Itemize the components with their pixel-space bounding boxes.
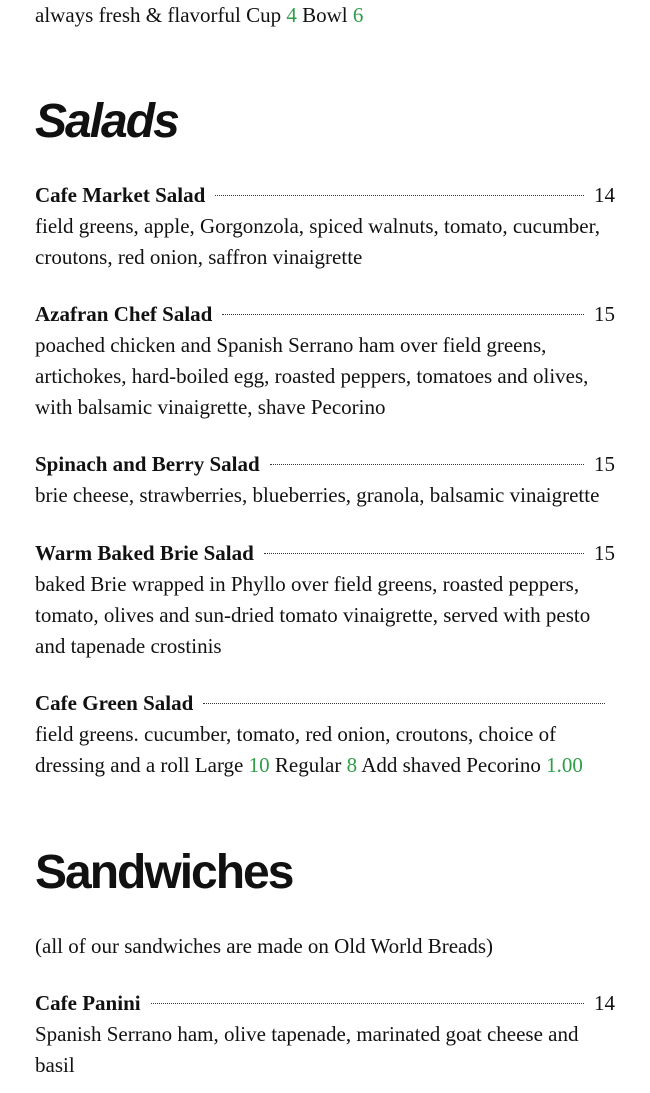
menu-item-name: Cafe Panini (35, 991, 141, 1015)
menu-item-description (35, 719, 615, 781)
menu-item-description: poached chicken and Spanish Serrano ham over field greens, artichokes, hard-boiled egg, roasted peppers, tomatoes and olives, with balsamic vinaigrette, shave Pecorino (35, 333, 589, 419)
menu-item-name: Azafran Chef Salad (35, 302, 213, 326)
sandwiches-note: (all of our sandwiches are made on Old World Breads) (35, 934, 494, 958)
green-salad-addon-label: Add shaved Pecorino (361, 753, 541, 777)
sandwiches-heading: Sandwiches (35, 846, 293, 899)
dotted-leader (222, 314, 584, 315)
soup-bowl-label: Bowl (302, 3, 348, 27)
menu-item-description: baked Brie wrapped in Phyllo over field greens, roasted peppers, tomato, olives and sun-dried tomato vinaigrette, served with pesto and tapenade crostinis (35, 572, 591, 658)
menu-item (35, 180, 615, 273)
menu-item-description: Spanish Serrano ham, olive tapenade, marinated goat cheese and basil (35, 1022, 579, 1077)
soup-description: always fresh & flavorful Cup (35, 3, 282, 27)
dotted-leader (151, 1003, 584, 1004)
menu-item-price: 15 (594, 302, 615, 326)
menu-item-header (35, 538, 615, 569)
dotted-leader (264, 553, 584, 554)
soup-price-line (35, 0, 363, 31)
menu-item-price: 14 (594, 991, 615, 1015)
menu-item-price: 15 (594, 541, 615, 565)
menu-item-header (35, 988, 615, 1019)
menu-item (35, 449, 615, 511)
menu-item-price: 15 (594, 452, 615, 476)
menu-item-description: field greens, apple, Gorgonzola, spiced walnuts, tomato, cucumber, croutons, red onion, saffron vinaigrette (35, 214, 601, 269)
menu-item-name: Spinach and Berry Salad (35, 452, 260, 476)
menu-item-name: Cafe Market Salad (35, 183, 206, 207)
salads-heading: Salads (35, 95, 178, 148)
green-salad-addon-price: 1.00 (546, 753, 583, 777)
green-salad-description: field greens. cucumber, tomato, red onion, croutons, choice of dressing and a roll Large (35, 722, 557, 777)
menu-item-name: Cafe Green Salad (35, 691, 194, 715)
soup-bowl-price: 6 (352, 3, 364, 27)
menu-item-price: 14 (594, 183, 615, 207)
soup-cup-price: 4 (286, 3, 297, 27)
dotted-leader (270, 464, 584, 465)
green-salad-regular-label: Regular (274, 753, 342, 777)
menu-item-description: brie cheese, strawberries, blueberries, granola, balsamic vinaigrette (35, 483, 600, 507)
menu-item-header (35, 688, 605, 719)
menu-item (35, 688, 615, 781)
menu-item-header (35, 449, 615, 480)
dotted-leader (215, 195, 584, 196)
dotted-leader (203, 703, 605, 704)
menu-item-header (35, 299, 615, 330)
menu-item (35, 538, 615, 662)
menu-item (35, 299, 615, 423)
green-salad-large-price: 10 (248, 753, 270, 777)
menu-item-header (35, 180, 615, 211)
menu-item-name: Warm Baked Brie Salad (35, 541, 254, 565)
menu-item (35, 988, 615, 1081)
green-salad-regular-price: 8 (346, 753, 358, 777)
